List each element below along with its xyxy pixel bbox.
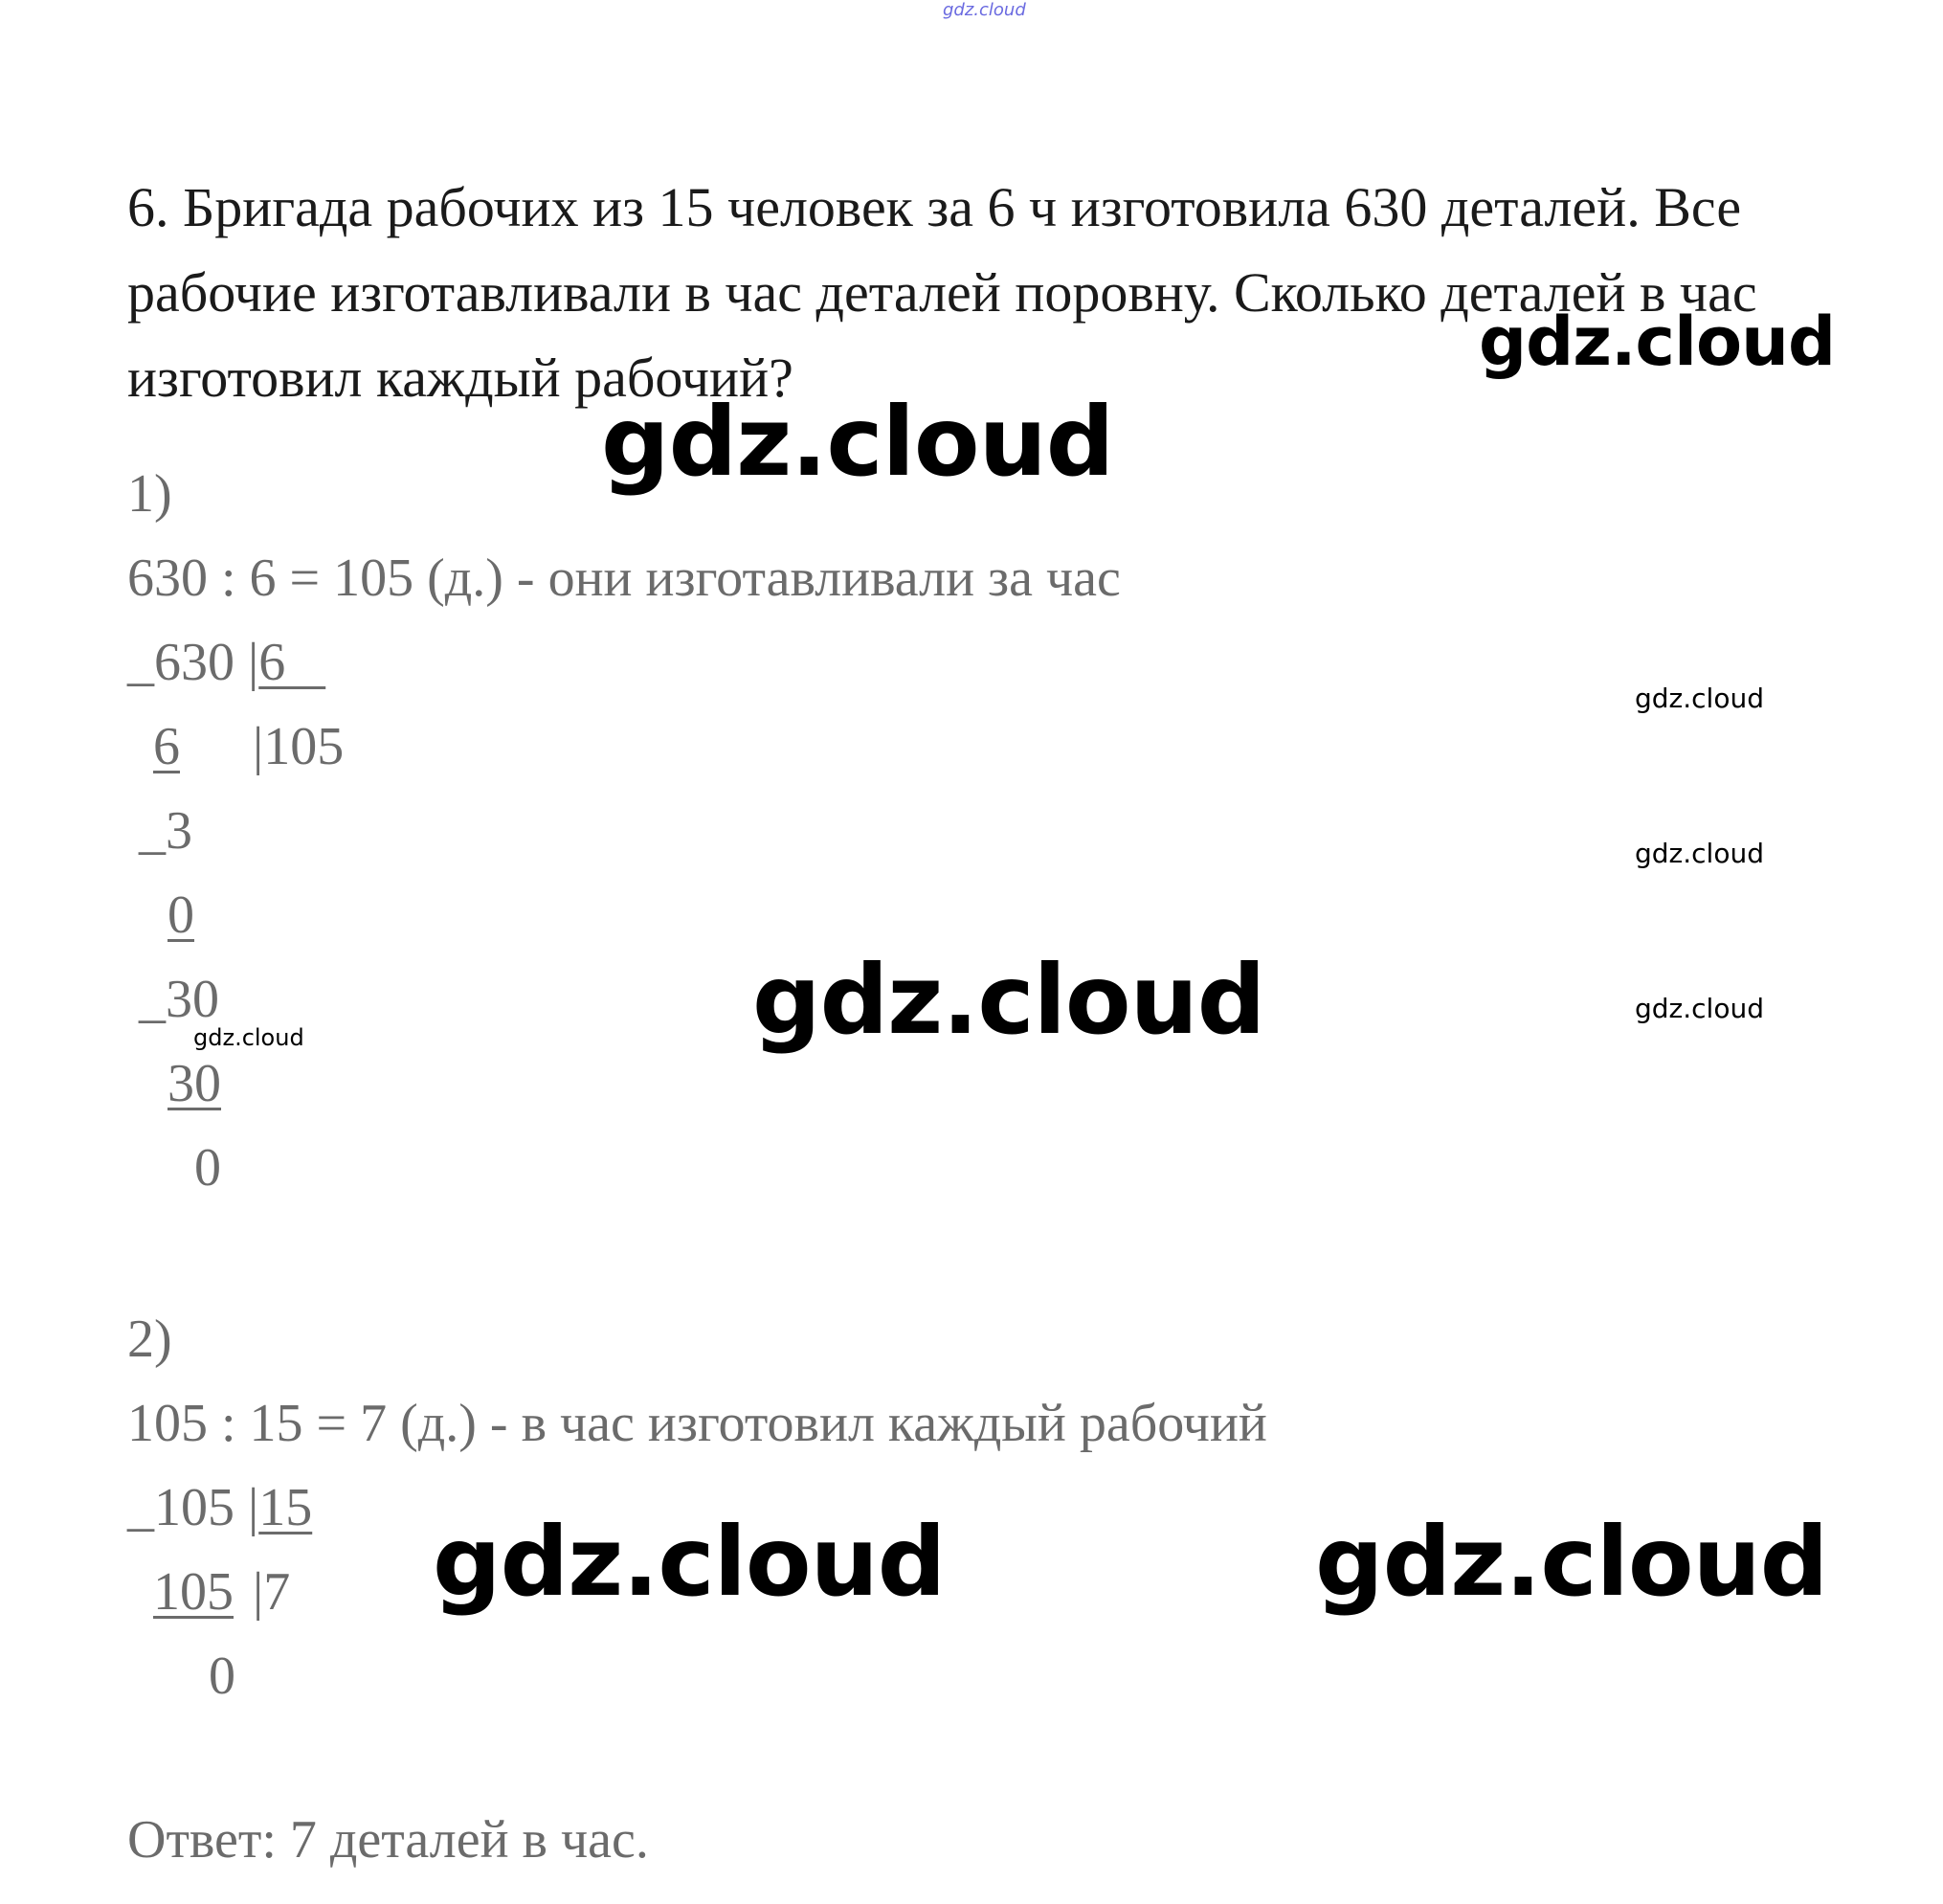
step1-sub1: 6 <box>153 717 180 776</box>
watermark-mid-1: gdz.cloud <box>1479 302 1836 381</box>
step2-quotient: |7 <box>253 1562 291 1622</box>
step1-divisor: 6 <box>258 633 326 692</box>
step1-number: 1) <box>127 464 172 524</box>
step1-equation: 630 : 6 = 105 (д.) - они изготавливали за час <box>127 549 1121 608</box>
problem-line-1: 6. Бригада рабочих из 15 человек за 6 ч изготовила 630 деталей. Все <box>127 176 1742 238</box>
step1-rem1: _3 <box>139 801 192 861</box>
step2-sub1: 105 <box>153 1562 234 1622</box>
step2-number: 2) <box>127 1310 172 1369</box>
step2-dividend <box>127 1478 313 1537</box>
step1-final: 0 <box>194 1138 221 1198</box>
step2-dividend-value: _105 | <box>127 1478 259 1537</box>
step1-dividend <box>127 633 326 692</box>
watermark-top: gdz.cloud <box>943 0 1026 20</box>
watermark-small-2: gdz.cloud <box>1635 838 1764 869</box>
step2-equation: 105 : 15 = 7 (д.) - в час изготовил каждый рабочий <box>127 1394 1267 1453</box>
step2-final: 0 <box>209 1646 235 1706</box>
watermark-small-1: gdz.cloud <box>1635 683 1764 714</box>
step1-rem2: _30 <box>139 970 219 1029</box>
step1-dividend-value: _630 | <box>127 633 259 692</box>
watermark-big-1: gdz.cloud <box>601 386 1114 498</box>
problem-line-2: рабочие изготавливали в час деталей поровну. Сколько деталей в час <box>127 261 1757 324</box>
answer: Ответ: 7 деталей в час. <box>127 1810 649 1870</box>
problem-line-3: изготовил каждый рабочий? <box>127 347 793 409</box>
watermark-big-3: gdz.cloud <box>433 1506 946 1618</box>
watermark-small-4: gdz.cloud <box>193 1024 304 1051</box>
step1-quotient: |105 <box>253 717 345 776</box>
watermark-big-4: gdz.cloud <box>1315 1506 1828 1618</box>
step2-divisor: 15 <box>258 1478 313 1537</box>
watermark-small-3: gdz.cloud <box>1635 993 1764 1024</box>
step1-sub3: 30 <box>168 1054 221 1113</box>
step1-sub2: 0 <box>168 885 194 945</box>
watermark-big-2: gdz.cloud <box>752 944 1265 1056</box>
